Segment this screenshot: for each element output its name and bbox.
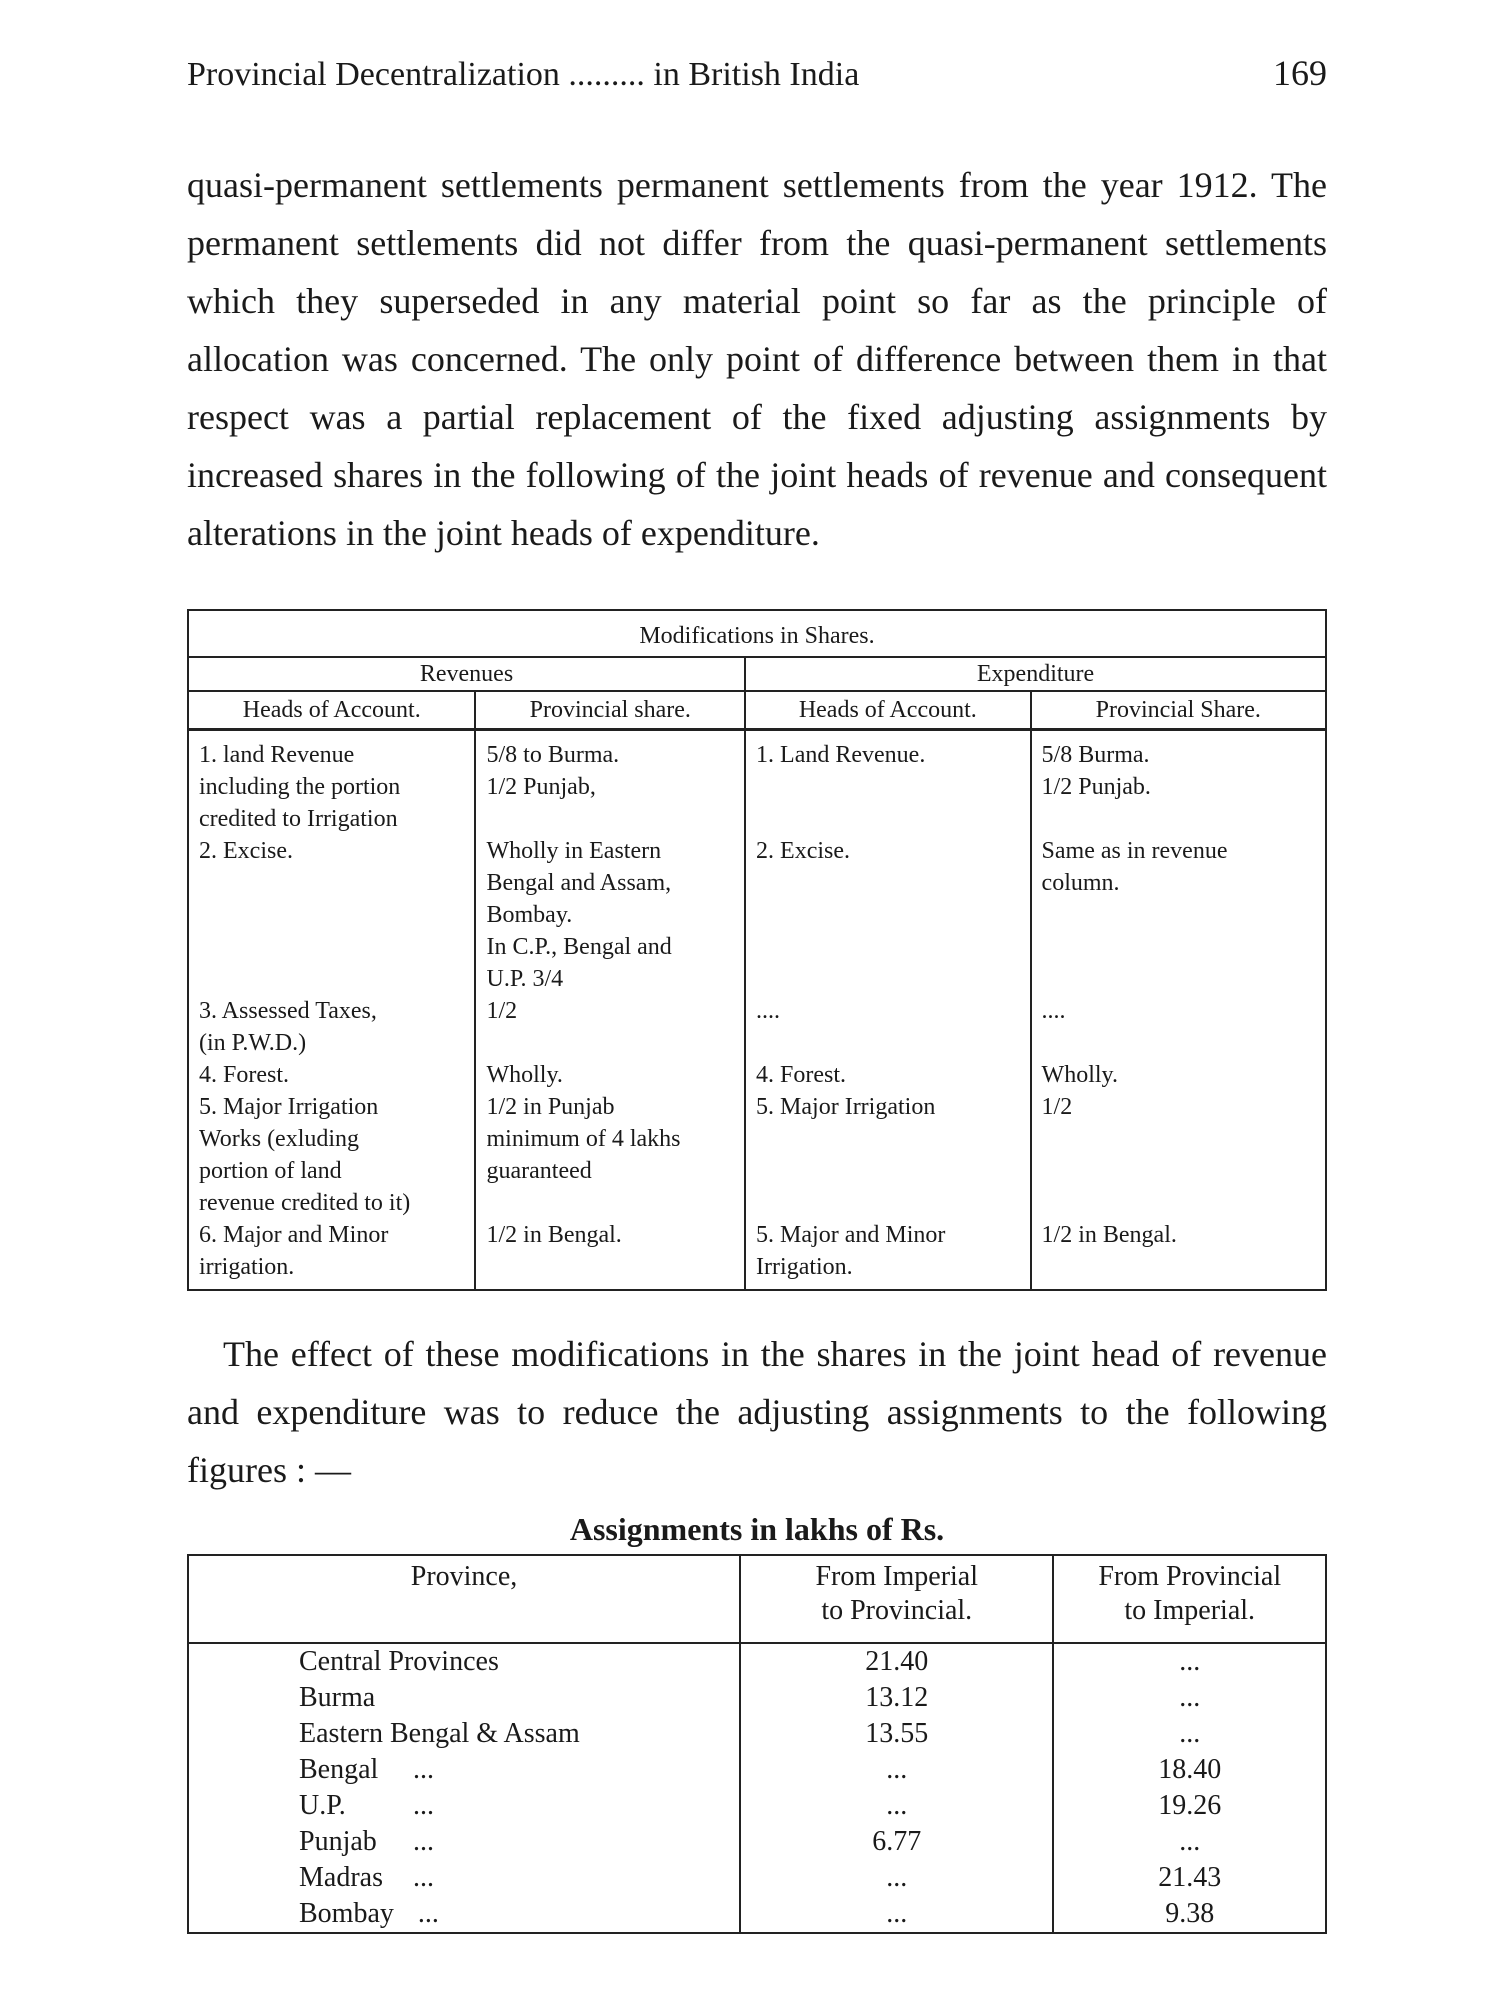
table-row <box>188 995 1326 1059</box>
column-header: Heads of Account. <box>745 691 1031 730</box>
table-cell: Wholly in Eastern Bengal and Assam, Bombay. In C.P., Bengal and U.P. 3/4 <box>475 835 745 995</box>
table-cell: 6. Major and Minor irrigation. <box>188 1219 475 1290</box>
leader-dots: ... <box>413 1754 434 1785</box>
province-name: Bengal <box>299 1754 379 1785</box>
book-page <box>187 52 1327 1934</box>
provincial-to-imperial-cell: 19.26 <box>1053 1788 1326 1824</box>
table-row <box>188 1896 1326 1933</box>
table-cell: 3. Assessed Taxes, (in P.W.D.) <box>188 995 475 1059</box>
province-cell <box>188 1643 740 1680</box>
province-name: U.P. <box>299 1790 346 1821</box>
table-cell: 4. Forest. <box>188 1059 475 1091</box>
table-cell: 1/2 in Punjab minimum of 4 lakhs guaranteed <box>475 1091 745 1219</box>
table-row <box>188 730 1326 836</box>
provincial-to-imperial-cell: ... <box>1053 1716 1326 1752</box>
table-row <box>188 1680 1326 1716</box>
leader-dots: ... <box>413 1790 434 1821</box>
table-cell: 1/2 <box>475 995 745 1059</box>
column-header: From Imperial to Provincial. <box>740 1555 1053 1643</box>
table-cell: Wholly. <box>1031 1059 1326 1091</box>
assignments-table <box>187 1554 1327 1934</box>
page-header <box>187 52 1327 94</box>
table-cell: 4. Forest. <box>745 1059 1031 1091</box>
province-name: Punjab <box>299 1826 377 1857</box>
province-name: Central Provinces <box>299 1646 499 1677</box>
province-cell <box>188 1716 740 1752</box>
table-row <box>188 1860 1326 1896</box>
body-paragraph-1: quasi-permanent settlements permanent settlements from the year 1912. The permanent settlements did not differ from the quasi-permanent settlements which they superseded in any material point so far as the principle of allocation was concerned. The only point of difference between them in that respect was a partial replacement of the fixed adjusting assignments by increased shares in the following of the joint heads of revenue and consequent alterations in the joint heads of expenditure. <box>187 165 1327 553</box>
table-cell: .... <box>1031 995 1326 1059</box>
provincial-to-imperial-cell: ... <box>1053 1680 1326 1716</box>
province-cell <box>188 1788 740 1824</box>
page-number: 169 <box>1273 53 1327 93</box>
provincial-to-imperial-cell: 9.38 <box>1053 1896 1326 1933</box>
column-header: From Provincial to Imperial. <box>1053 1555 1326 1643</box>
leader-dots: ... <box>413 1862 434 1893</box>
province-cell <box>188 1752 740 1788</box>
province-cell <box>188 1896 740 1933</box>
table-row <box>188 1643 1326 1680</box>
table-cell: 2. Excise. <box>188 835 475 995</box>
running-title: Provincial Decentralization ......... in British India <box>187 56 860 93</box>
table-caption: Modifications in Shares. <box>188 610 1326 657</box>
column-header: Provincial share. <box>475 691 745 730</box>
column-header: Provincial Share. <box>1031 691 1326 730</box>
table-cell: 1/2 <box>1031 1091 1326 1219</box>
table-cell: Wholly. <box>475 1059 745 1091</box>
table-row <box>188 1219 1326 1290</box>
province-cell <box>188 1824 740 1860</box>
imperial-to-provincial-cell: 6.77 <box>740 1824 1053 1860</box>
table-cell: Same as in revenue column. <box>1031 835 1326 995</box>
imperial-to-provincial-cell: ... <box>740 1860 1053 1896</box>
imperial-to-provincial-cell: ... <box>740 1896 1053 1933</box>
table-cell: 5. Major Irrigation Works (exluding portion of land revenue credited to it) <box>188 1091 475 1219</box>
province-name: Burma <box>299 1682 376 1713</box>
province-cell <box>188 1860 740 1896</box>
table-row <box>188 1788 1326 1824</box>
leader-dots: ... <box>417 1898 439 1929</box>
revenues-group-header: Revenues <box>188 657 745 691</box>
column-header: Heads of Account. <box>188 691 475 730</box>
assignments-table-title: Assignments in lakhs of Rs. <box>569 1511 945 1547</box>
body-paragraph-2: The effect of these modifications in the shares in the joint head of revenue and expenditure was to reduce the adjusting assignments to the following figures : — <box>187 1334 1327 1490</box>
table-row <box>188 1716 1326 1752</box>
imperial-to-provincial-cell: 13.55 <box>740 1716 1053 1752</box>
column-header: Province, <box>188 1555 740 1643</box>
provincial-to-imperial-cell: 21.43 <box>1053 1860 1326 1896</box>
table-cell: 5. Major and Minor Irrigation. <box>745 1219 1031 1290</box>
shares-table-body <box>188 730 1326 1291</box>
table-row <box>188 1059 1326 1091</box>
table-cell: 1. Land Revenue. <box>745 730 1031 836</box>
provincial-to-imperial-cell: ... <box>1053 1824 1326 1860</box>
table-cell: .... <box>745 995 1031 1059</box>
imperial-to-provincial-cell: 13.12 <box>740 1680 1053 1716</box>
table-cell: 1/2 in Bengal. <box>475 1219 745 1290</box>
expenditure-group-header: Expenditure <box>745 657 1326 691</box>
province-name: Madras <box>299 1862 383 1893</box>
provincial-to-imperial-cell: 18.40 <box>1053 1752 1326 1788</box>
table-row <box>188 835 1326 995</box>
province-name: Bombay <box>299 1898 394 1929</box>
provincial-to-imperial-cell: ... <box>1053 1643 1326 1680</box>
table-row <box>188 1824 1326 1860</box>
province-name: Eastern Bengal & Assam <box>299 1718 580 1749</box>
modifications-in-shares-table <box>187 609 1327 1291</box>
table-cell: 5/8 to Burma. 1/2 Punjab, <box>475 730 745 836</box>
table-row <box>188 1752 1326 1788</box>
table-row <box>188 1091 1326 1219</box>
table-cell: 5/8 Burma. 1/2 Punjab. <box>1031 730 1326 836</box>
table-cell: 1/2 in Bengal. <box>1031 1219 1326 1290</box>
table-cell: 1. land Revenue including the portion credited to Irrigation <box>188 730 475 836</box>
assignments-table-body <box>188 1643 1326 1933</box>
imperial-to-provincial-cell: ... <box>740 1788 1053 1824</box>
table-cell: 2. Excise. <box>745 835 1031 995</box>
table-cell: 5. Major Irrigation <box>745 1091 1031 1219</box>
imperial-to-provincial-cell: ... <box>740 1752 1053 1788</box>
leader-dots: ... <box>413 1826 434 1857</box>
province-cell <box>188 1680 740 1716</box>
imperial-to-provincial-cell: 21.40 <box>740 1643 1053 1680</box>
